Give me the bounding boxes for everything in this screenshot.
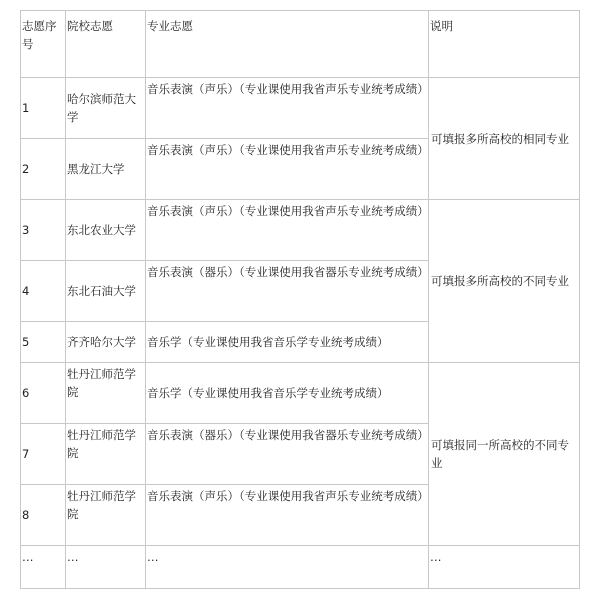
cell-note: …: [429, 546, 580, 589]
header-cell-major: 专业志愿: [146, 11, 429, 78]
cell-number: 2: [21, 139, 66, 200]
cell-note-same-major: 可填报多所高校的相同专业: [429, 78, 580, 200]
cell-number: 6: [21, 363, 66, 424]
table-row: [21, 363, 580, 424]
cell-number: 4: [21, 261, 66, 322]
cell-number: 3: [21, 200, 66, 261]
cell-school: 牡丹江师范学院: [66, 424, 146, 485]
table-row: [21, 546, 580, 589]
cell-major: 音乐表演（器乐）（专业课使用我省器乐专业统考成绩）: [146, 424, 429, 485]
cell-school: 齐齐哈尔大学: [66, 322, 146, 363]
cell-note-same-school: 可填报同一所高校的不同专业: [429, 363, 580, 546]
cell-major: 音乐学（专业课使用我省音乐学专业统考成绩）: [146, 363, 429, 424]
cell-major: 音乐表演（器乐）（专业课使用我省器乐专业统考成绩）: [146, 261, 429, 322]
cell-number: …: [21, 546, 66, 589]
cell-note-different-schools: 可填报多所高校的不同专业: [429, 200, 580, 363]
header-cell-note: 说明: [429, 11, 580, 78]
cell-number: 5: [21, 322, 66, 363]
cell-major: 音乐表演（声乐）（专业课使用我省声乐专业统考成绩）: [146, 78, 429, 139]
cell-school: 牡丹江师范学院: [66, 363, 146, 424]
cell-school: 黑龙江大学: [66, 139, 146, 200]
header-cell-school: 院校志愿: [66, 11, 146, 78]
cell-number: 1: [21, 78, 66, 139]
table-row: [21, 200, 580, 261]
cell-number: 8: [21, 485, 66, 546]
cell-school: …: [66, 546, 146, 589]
cell-number: 7: [21, 424, 66, 485]
cell-major: 音乐表演（声乐）（专业课使用我省声乐专业统考成绩）: [146, 139, 429, 200]
cell-school: 哈尔滨师范大学: [66, 78, 146, 139]
cell-major: 音乐表演（声乐）（专业课使用我省声乐专业统考成绩）: [146, 485, 429, 546]
cell-major: 音乐学（专业课使用我省音乐学专业统考成绩）: [146, 322, 429, 363]
cell-school: 东北石油大学: [66, 261, 146, 322]
table-row: [21, 78, 580, 139]
cell-major: …: [146, 546, 429, 589]
table-header-row: [21, 11, 580, 78]
cell-school: 牡丹江师范学院: [66, 485, 146, 546]
cell-major: 音乐表演（声乐）（专业课使用我省声乐专业统考成绩）: [146, 200, 429, 261]
volunteer-table: [20, 10, 580, 589]
cell-school: 东北农业大学: [66, 200, 146, 261]
header-cell-number: 志愿序号: [21, 11, 66, 78]
